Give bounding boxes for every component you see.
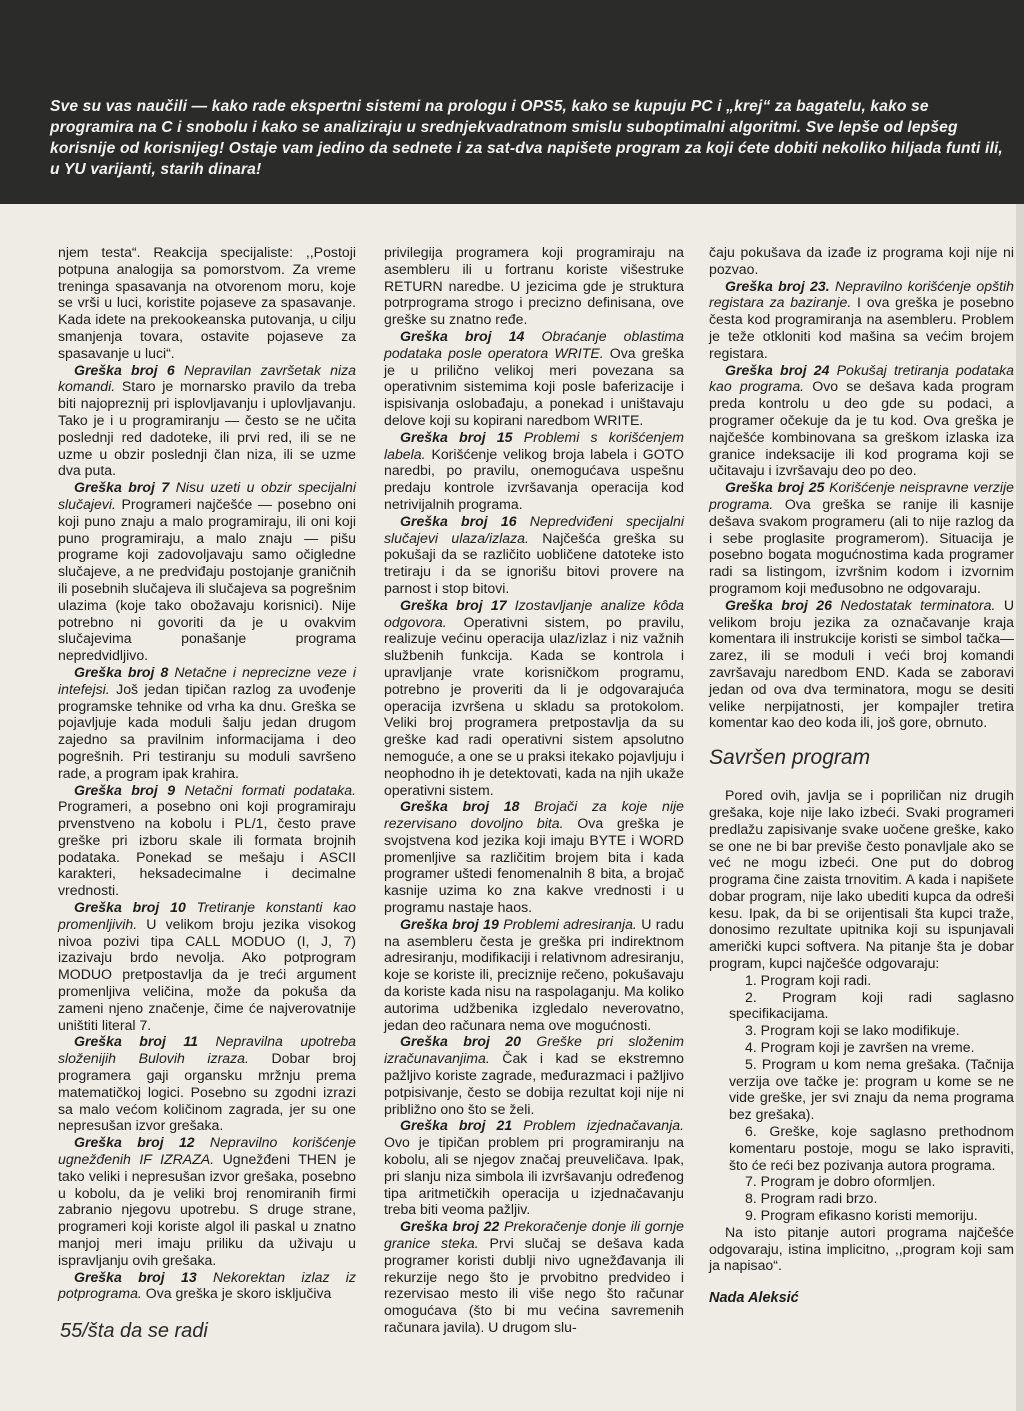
list-item: 5. Program u kom nema grešaka. (Tačnija verzija ove tačke je: program u kome se ne vide greške, jer svi znaju da nema programa bez grešaka). <box>729 1055 1014 1123</box>
error-title: Nepravilno korišćenje ugnežđenih IF IZRAZA. <box>58 1134 356 1168</box>
page-footer: 55/šta da se radi <box>60 1320 208 1342</box>
error-text: U velikom broju jezika visokog nivoa pozivi tipa CALL MODUO (I, J, 7) izazivaju brdo nevolja. Ako potprogram MODUO pretpostavlja da je treći argument promenljiva veličina, može da pokuša da zameni njeno značenje, čime će najverovatnije uništiti literal 7. <box>58 915 356 1033</box>
paragraph: Na isto pitanje autori programa najčešće odgovaraju, istina implicitno, ,,program koji sam ja napisao“. <box>709 1223 1014 1274</box>
paragraph <box>709 597 1014 731</box>
error-heading: Greška broj 22 <box>400 1218 500 1235</box>
error-title: Nekorektan izlaz iz potprograma. <box>58 1268 356 1302</box>
page-edge <box>1016 204 1024 1411</box>
error-title: Nepravilan završetak niza komandi. <box>58 361 356 395</box>
paragraph <box>709 479 1014 597</box>
author-signature: Nada Aleksić <box>709 1290 799 1307</box>
list-item: 7. Program je dobro oformljen. <box>745 1173 936 1190</box>
error-heading: Greška broj 8 <box>74 663 169 680</box>
error-heading: Greška broj 26 <box>725 596 832 613</box>
error-text: I ova greška je posebno česta kod programiranja na asembleru. Problem je teže otkloniti kod mašina sa većim brojem registara. <box>709 294 1014 361</box>
paragraph <box>384 513 684 597</box>
error-title: Netačni formati podataka. <box>175 781 356 798</box>
paragraph: privilegija programera koji programiraju na asembleru ili u fortranu koriste višestruke RETURN naredbe. U jezicima gde je struktura potrprograma strogo i precizno definisana, ove greške su znatno ređe. <box>384 244 684 328</box>
intro-banner <box>0 0 1024 204</box>
text-column-2 <box>384 244 684 1336</box>
error-text: Čak i kad se ekstremno pažljivo koriste zagrade, međurazmaci i pažljivo potpisivanje, često se dobija rezultat koji nije ni približno ono što se želi. <box>384 1050 684 1117</box>
paragraph <box>58 362 356 480</box>
paragraph <box>58 664 356 782</box>
paragraph <box>384 1218 684 1336</box>
list-item: 3. Program koji se lako modifikuje. <box>745 1022 960 1039</box>
error-text: Prvi slučaj se dešava kada programer koristi dublji nivo ugnežđavanja ili rekurzije nego što je prvobitno predvideo i rezervisao mesto ili više nego što računar omogućava (što bi mu većina savremenih računara javila). U drugom slu- <box>384 1235 684 1335</box>
paragraph <box>384 328 684 429</box>
error-title: Tretiranje konstanti kao promenljivih. <box>58 899 356 932</box>
paragraph <box>709 362 1014 480</box>
paragraph <box>384 916 684 1034</box>
text-column-1 <box>58 244 356 1302</box>
list-item: 4. Program koji je završen na vreme. <box>745 1039 975 1056</box>
error-title: Obraćanje oblastima podataka posle operatora WRITE. <box>384 327 684 361</box>
error-title: Nepravilno korišćenje opštih registara za baziranje. <box>709 277 1014 311</box>
paragraph: čaju pokušava da izađe iz programa koji nije ni pozvao. <box>709 244 1014 277</box>
error-heading: Greška broj 18 <box>400 798 520 815</box>
list-item: 9. Program efikasno koristi memoriju. <box>745 1207 978 1224</box>
error-text: Ova greška se ranije ili kasnije dešava svakom programeru (ali to nije razlog da i sebe proglasite programerom). Situacija je posebno bogata mogućnostima kada programer radi sa listingom, izvršnim kodom i izvornim programom koji međusobno ne odgovaraju. <box>709 495 1014 596</box>
paragraph <box>58 479 356 664</box>
error-heading: Greška broj 6 <box>74 361 175 378</box>
error-title: Izostavljanje analize kôda odgovora. <box>384 596 684 630</box>
error-title: Problemi s korišćenjem labela. <box>384 428 684 462</box>
error-text: Još jedan tipičan razlog za uvođenje programske tehnike od vrha ka dnu. Greška se pojavljuje kada moduli šalju jedan drugom zajedno sa pravilnim informacijama i deo pogrešnih. Pri testiranju su moduli savršeno rade, a program ipak krahira. <box>58 680 356 781</box>
list-item: 6. Greške, koje saglasno prethodnom komentaru postoje, mogu se lako ispraviti, što će reći bez pozivanja autora programa. <box>729 1123 1014 1173</box>
paragraph <box>384 1117 684 1218</box>
error-heading: Greška broj 7 <box>74 479 170 496</box>
text-column-3 <box>709 244 1014 1307</box>
error-heading: Greška broj 21 <box>400 1117 513 1134</box>
paragraph: njem testa“. Reakcija specijaliste: ,,Postoji potpuna analogija sa pomorstvom. Za vreme treninga spasavanja na otvorenom moru, koje se vrši u luci, koristite pojaseve za spasavanje. Kada idete na prekookeanska putovanja, u cilju smanjenja tovara, ostavite pojaseve za spasavanje u luci“. <box>58 244 356 361</box>
error-text: U velikom broju jezika za označavanje kraja komentara ili instrukcije koristi se simbol tačka—zarez, ili se moduli i veći broj komandi završavaju naredbom END. Kada se zaboravi jedan od ova dva terminatora, mogu se desiti velike nerpijatnosti, jer kompajler tretira komentar kao deo koda ili, još gore, obrnuto. <box>709 596 1014 731</box>
error-text: Dobar broj programera gaji organsku mržnju prema matematičkoj logici. Posebno su zgodni izrazi sa malo većom količinom zagrada, jer su one nepresušan izvor grešaka. <box>58 1050 356 1134</box>
error-text: Programeri, a posebno oni koji programiraju prvenstveno na kobolu i PL/1, često prave greške pri izboru skale ili formata brojnih podataka. Ponekad se mešaju i ASCII karakteri, heksadecimalne i decimalne vrednosti. <box>58 798 356 899</box>
error-heading: Greška broj 20 <box>400 1033 521 1050</box>
error-text: Staro je mornarsko pravilo da treba biti najopreznij pri isplovljavanju i uplovljavanju. Tako je i u programiranju — često se ne učita poslednji red dadoteke, ili prvi red, ili se ne uzme u obzir poslednji član niza, ili se uzme dva puta. <box>58 378 356 479</box>
section-heading: Savršen program <box>709 746 871 770</box>
list-item: 2. Program koji radi saglasno specifikacijama. <box>729 988 1014 1022</box>
paragraph <box>58 1033 356 1134</box>
error-heading: Greška broj 10 <box>74 899 186 916</box>
error-title: Nisu uzeti u obzir specijalni slučajevi. <box>58 479 356 512</box>
paragraph <box>384 429 684 513</box>
error-text: Programeri najčešće — posebno oni koji puno znaju a malo programiraju, ili oni koji puno programiraju, a malo znaju — pišu programe koji zadovoljavaju samo očigledne slučajeve, a ne predviđaju postojanje graničnih ili posebnih slučajeva ili slučajeva sa pogrešnim ulazima (koje tako obožavaju korisnici). Nije potrebno ni govoriti da je u ovakvim slučajevima ponašanje programa nepredvidljivo. <box>58 495 356 664</box>
error-text: Ova greška je skoro isključiva <box>141 1285 332 1302</box>
error-text: Ugnežđeni THEN je tako veliki i nepresušan izvor grešaka, posebno u kobolu, da je veliki broj renomiranih firmi zabranio njegovu upotrebu. S druge strane, programeri koji koriste algol ili paskal u znatno manjoj meri imaju priliku da uživaju u ispravljanju ovih grešaka. <box>58 1151 356 1268</box>
error-heading: Greška broj 25 <box>725 479 825 496</box>
list-item: 1. Program koji radi. <box>745 971 872 988</box>
error-title: Prekoračenje donje ili gornje granice steka. <box>384 1218 684 1252</box>
error-title: Problemi adresiranja. <box>498 915 637 932</box>
error-text: Ovo se dešava kada program preda kontrolu u deo gde su podaci, a programer očekuje da je tu kod. Ova greška je najčešće kombinovana sa greškom izlaska iza granice indeksacije ili kod programa koji se učitavaju i izvršavaju deo po deo. <box>709 378 1014 479</box>
error-heading: Greška broj 12 <box>74 1134 195 1151</box>
error-title: Netačne i neprecizne veze i intefejsi. <box>58 663 356 697</box>
paragraph <box>58 1134 356 1268</box>
error-text: Ovo je tipičan problem pri programiranju na kobolu, ali se njegov značaj preuveličava. Ipak, pri slanju niza simbola ili izvršavanju određenog tipa aritmetičkih operacija u izjednačavanju treba biti veoma pažljiv. <box>384 1134 684 1218</box>
error-heading: Greška broj 11 <box>74 1033 199 1050</box>
error-heading: Greška broj 17 <box>400 596 507 613</box>
paragraph <box>384 597 684 799</box>
paragraph <box>58 1269 356 1303</box>
error-heading: Greška broj 14 <box>400 327 525 344</box>
intro-text: Sve su vas naučili — kako rade ekspertni sistemi na prologu i OPS5, kako se kupuju PC i „krej“ za bagatelu, kako se programira na C i snobolu i kako se analiziraju u srednjekvadratnom smislu suboptimalni algoritmi. Sve lepše od lepšeg korisnije od korisnijeg! Ostaje vam jedino da sednete i za sat-dva napišete program za koji ćete dobiti nekoliko hiljada funti ili, u YU varijanti, starih dinara! <box>50 98 1003 178</box>
error-title: Nepredviđeni specijalni slučajevi ulaza/izlaza. <box>384 512 684 546</box>
error-title: Problem izjednačavanja. <box>512 1117 684 1134</box>
paragraph <box>384 798 684 916</box>
error-heading: Greška broj 15 <box>400 428 513 445</box>
error-heading: Greška broj 24 <box>725 361 830 378</box>
error-title: Pokušaj tretiranja podataka kao programa. <box>709 361 1014 395</box>
paragraph <box>58 899 356 1033</box>
error-heading: Greška broj 19 <box>400 915 499 932</box>
error-title: Korišćenje neispravne verzije programa. <box>709 479 1014 512</box>
error-text: U radu na asembleru česta je greška pri indirektnom adresiranju, modifikaciji i relativnom adresiranju, koje se koriste ili, preciznije rečeno, pokušavaju da koriste kada nisu na raspolaganju. Ma koliko autorima udžbenika izgledalo neverovatno, jedan deo računara nema ove mogućnosti. <box>384 915 685 1033</box>
criteria-list <box>709 972 1014 1224</box>
error-text: Najčešća greška su pokušaji da se različito uobličene datoteke isto tretiraju i da se ignorišu bitovi provere na parnost i stop bitovi. <box>384 529 684 596</box>
paragraph <box>58 782 356 900</box>
error-title: Nedostatak terminatora. <box>831 596 996 613</box>
list-item: 8. Program radi brzo. <box>745 1190 878 1207</box>
error-heading: Greška broj 9 <box>74 781 176 798</box>
paragraph <box>384 1033 684 1117</box>
error-heading: Greška broj 16 <box>400 512 517 529</box>
error-text: Ova greška je u prilično velikoj meri povezana sa operativnim sistemima koji posle baferizacije i ispisivanja oslobađaju, a ponekad i uništavaju delove koji su kopirani naredbom WRITE. <box>384 344 684 428</box>
error-text: Operativni sistem, po pravilu, realizuje većinu operacija ulaz/izlaz i niz važnih službenih funkcija. Kada se kontrola i upravljanje vrate korisničkom programu, potrebno je proveriti da li je odgovarajuća operacija izvršena u skladu sa protokolom. Veliki broj programera pretpostavlja da su greške kad radi operativni sistem apsolutno nemoguće, a one se u praksi itekako pojavljuju i neophodno ih je detektovati, kada na njih ukaže operativni sistem. <box>384 613 684 798</box>
paragraph: Pored ovih, javlja se i popriličan niz drugih grešaka, koje nije lako izbeći. Svaki programeri predlažu zapisivanje svake uočene greške, kako se one ne bi bar previše često ponavljale ako se već ne mogu izbeći. One put do dobrog programa čine zaista trnovitim. A kada i napišete dobar program, nije lako ubediti kupca da odreši kesu. Ipak, da bi se orijentisali šta kupci traže, donosimo rezultate upitnika koji su ispunjavali američki kupci softvera. Na pitanje šta je dobar program, kupci najčešće odgovaraju: <box>709 787 1014 972</box>
error-title: Greške pri složenim izračunavanjima. <box>384 1033 684 1067</box>
error-text: Korišćenje velikog broja labela i GOTO naredbi, po pravilu, onemogućava uspešnu predaju kontrole izvršavanja operacija kod netrivijalnih programa. <box>384 445 684 512</box>
error-text: Ova greška je svojstvena kod jezika koji imaju BYTE i WORD promenljive sa različitim brojem bita i kada programer uštedi fenomenalnih 8 bita, a brojač kasnije uzima ko zna kakve vrednosti i u programu nastaje haos. <box>384 815 684 916</box>
error-title: Nepravilna upotreba složenijih Bulovih izraza. <box>58 1033 356 1067</box>
error-heading: Greška broj 23. <box>725 277 830 294</box>
error-heading: Greška broj 13 <box>74 1268 197 1285</box>
error-title: Brojači za koje nije rezervisano dovoljno bita. <box>384 798 684 832</box>
paragraph <box>709 278 1014 362</box>
